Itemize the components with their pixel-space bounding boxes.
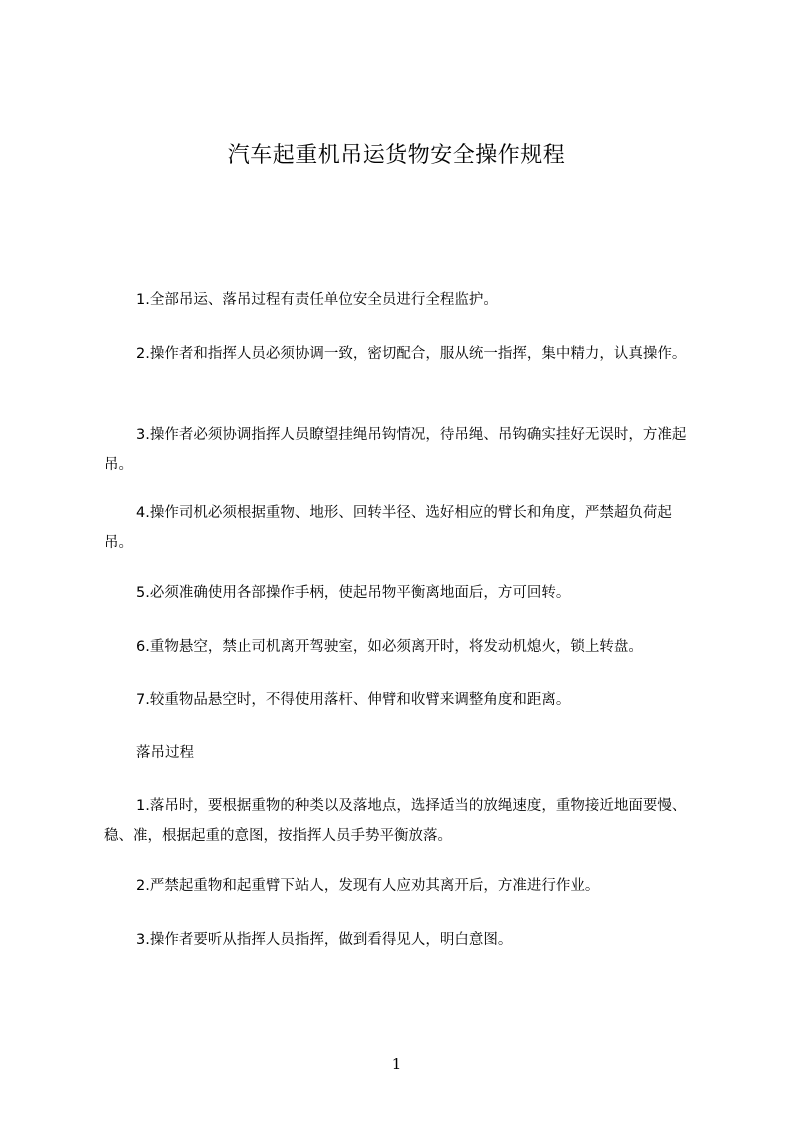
paragraph-1: 1.全部吊运、落吊过程有责任单位安全员进行全程监护。: [136, 292, 498, 308]
document-title: 汽车起重机吊运货物安全操作规程: [227, 143, 566, 168]
paragraph-4: 4.操作司机必须根据重物、地形、回转半径、选好相应的臂长和角度，严禁超负荷起吊。: [104, 505, 672, 551]
paragraph-8: 1.落吊时，要根据重物的种类以及落地点，选择适当的放绳速度，重物接近地面要慢、稳、准，根据起重的意图，按指挥人员手势平衡放落。: [104, 798, 687, 844]
paragraph-5: 5.必须准确使用各部操作手柄，使起吊物平衡离地面后，方可回转。: [136, 585, 571, 601]
paragraph-2: 2.操作者和指挥人员必须协调一致，密切配合，服从统一指挥，集中精力，认真操作。: [136, 346, 687, 362]
paragraph-7: 7.较重物品悬空时，不得使用落杆、伸臂和收臂来调整角度和距离。: [136, 692, 571, 708]
section-heading-lowering: 落吊过程: [136, 745, 194, 761]
page-number: 1: [391, 1055, 402, 1073]
paragraph-3: 3.操作者必须协调指挥人员瞭望挂绳吊钩情况，待吊绳、吊钩确实挂好无误时，方准起吊。: [104, 427, 687, 473]
paragraph-10: 3.操作者要听从指挥人员指挥，做到看得见人，明白意图。: [136, 932, 513, 948]
paragraph-6: 6.重物悬空，禁止司机离开驾驶室，如必须离开时，将发动机熄火，锁上转盘。: [136, 639, 643, 655]
paragraph-9: 2.严禁起重物和起重臂下站人，发现有人应劝其离开后，方准进行作业。: [136, 878, 600, 894]
